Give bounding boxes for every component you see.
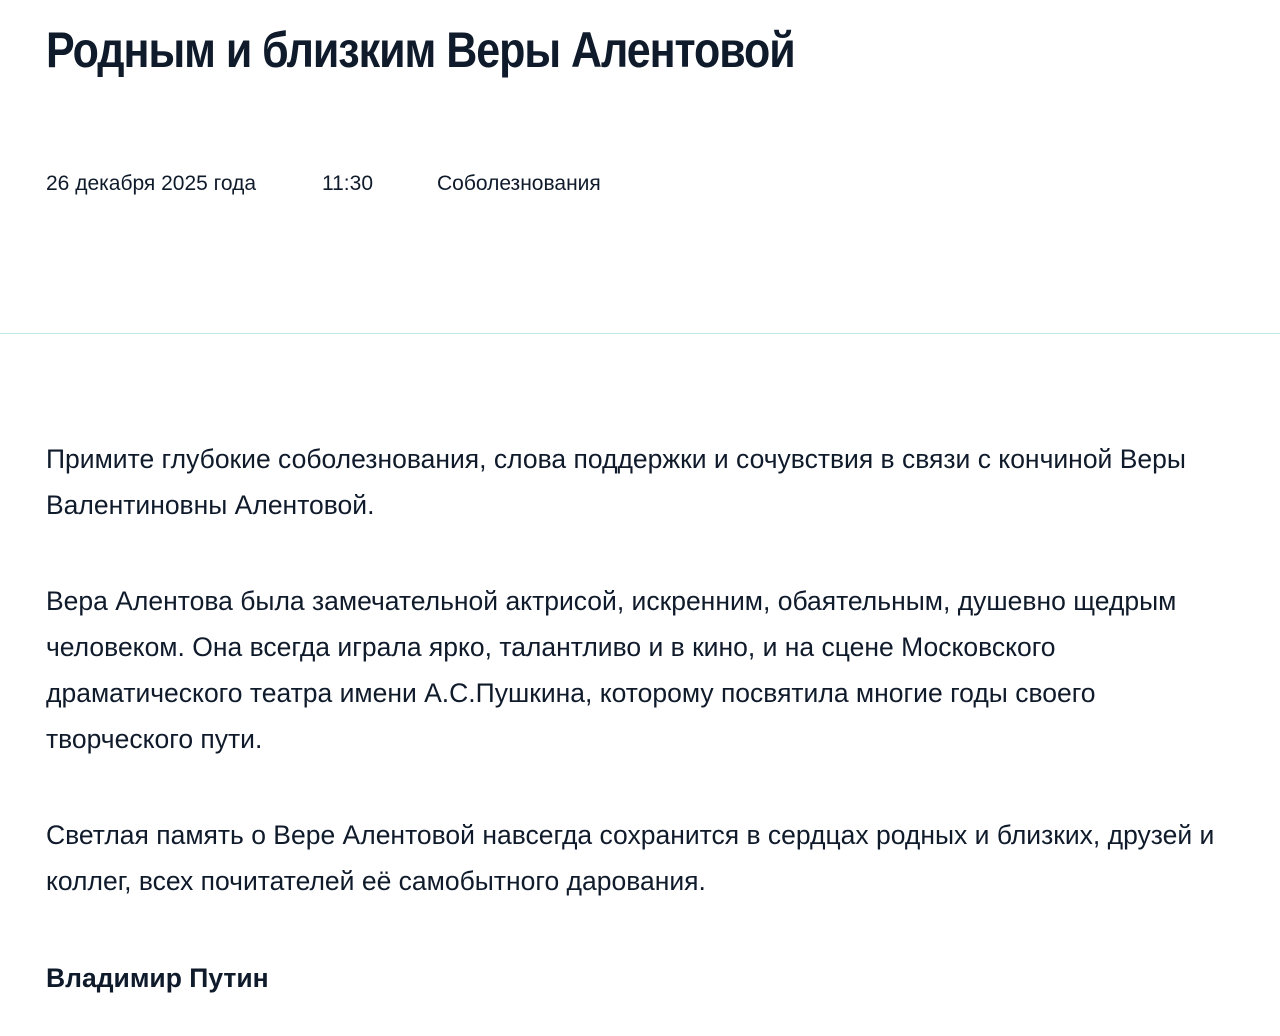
article-body — [46, 436, 1246, 954]
publish-time: 11:30 — [322, 172, 373, 195]
paragraph: Вера Алентова была замечательной актрисой, искренним, обаятельным, душевно щедрым человеком. Она всегда играла ярко, талантливо и в кино, и на сцене Московского драматического театра имени А.С.Пушкина, которому посвятила многие годы своего творческого пути. — [46, 586, 1177, 754]
header-divider — [0, 333, 1280, 334]
page-title: Родным и близким Веры Алентовой — [46, 22, 795, 78]
category-link[interactable]: Соболезнования — [437, 172, 601, 195]
publish-date: 26 декабря 2025 года — [46, 172, 257, 195]
signature: Владимир Путин — [46, 963, 269, 993]
paragraph: Примите глубокие соболезнования, слова поддержки и сочувствия в связи с кончиной Веры Валентиновны Алентовой. — [46, 444, 1186, 520]
paragraph: Светлая память о Вере Алентовой навсегда сохранится в сердцах родных и близких, друзей и коллег, всех почитателей её самобытного дарования. — [46, 820, 1215, 896]
article-meta — [46, 170, 601, 198]
